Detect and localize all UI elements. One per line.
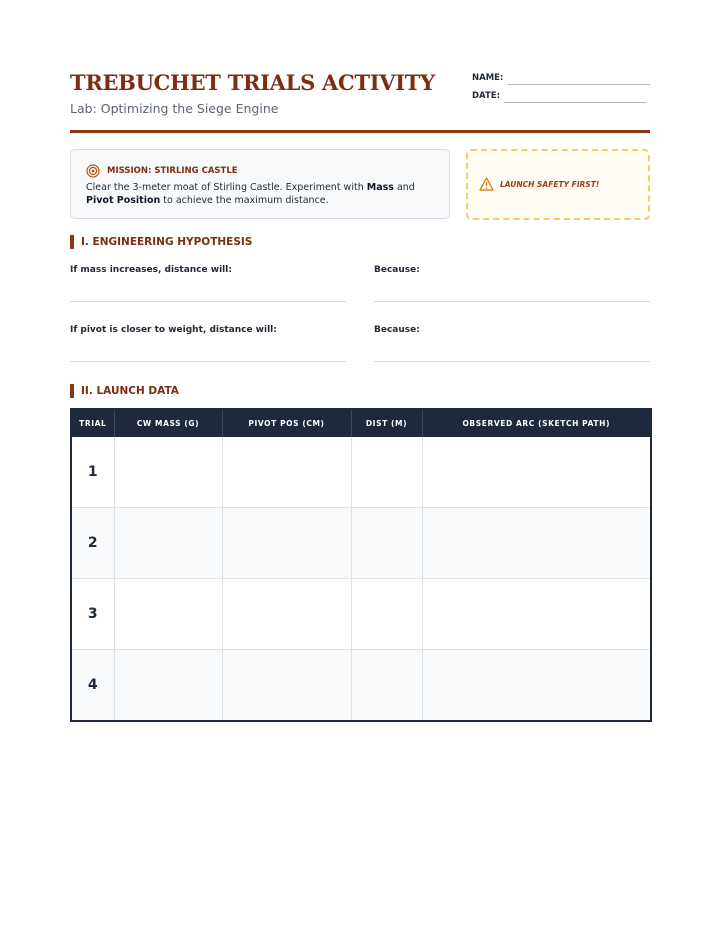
observed-arc-cell[interactable] xyxy=(422,579,651,650)
distance-cell[interactable] xyxy=(351,437,422,508)
distance-cell[interactable] xyxy=(351,579,422,650)
safety-text: LAUNCH SAFETY FIRST! xyxy=(500,180,600,189)
date-field[interactable] xyxy=(504,102,646,103)
date-label: DATE: xyxy=(472,91,500,101)
section-marker xyxy=(70,235,74,249)
table-row xyxy=(71,650,651,722)
observed-arc-cell[interactable] xyxy=(422,437,651,508)
mission-heading: MISSION: STIRLING CASTLE xyxy=(107,166,238,176)
table-row xyxy=(71,437,651,508)
distance-cell[interactable] xyxy=(351,508,422,579)
section-title: II. LAUNCH DATA xyxy=(81,385,179,397)
mission-text-part: and xyxy=(393,182,415,193)
observed-arc-cell[interactable] xyxy=(422,650,651,722)
name-label: NAME: xyxy=(472,73,504,83)
column-header-distance: DIST (M) xyxy=(351,409,422,437)
name-field[interactable] xyxy=(508,84,650,85)
column-header-cw-mass: CW MASS (G) xyxy=(114,409,222,437)
mission-description xyxy=(86,181,436,207)
question-pivot: If pivot is closer to weight, distance will: xyxy=(70,325,277,335)
pivot-pos-cell[interactable] xyxy=(222,579,351,650)
trial-number: 2 xyxy=(71,508,114,579)
answer-line-mass[interactable] xyxy=(70,301,346,302)
question-mass: If mass increases, distance will: xyxy=(70,265,232,275)
column-header-trial: TRIAL xyxy=(71,409,114,437)
warning-icon xyxy=(479,177,494,191)
pivot-pos-cell[interactable] xyxy=(222,508,351,579)
table-row xyxy=(71,579,651,650)
pivot-pos-cell[interactable] xyxy=(222,650,351,722)
header xyxy=(70,70,650,130)
observed-arc-cell[interactable] xyxy=(422,508,651,579)
answer-line-pivot[interactable] xyxy=(70,361,346,362)
distance-cell[interactable] xyxy=(351,650,422,722)
mission-keyword-pivot: Pivot Position xyxy=(86,195,161,206)
table-header-row xyxy=(71,409,651,437)
column-header-pivot-pos: PIVOT POS (CM) xyxy=(222,409,351,437)
table-row xyxy=(71,508,651,579)
launch-data-table xyxy=(70,408,652,722)
mission-text-part: to achieve the maximum distance. xyxy=(160,195,329,206)
answer-line-because[interactable] xyxy=(374,301,650,302)
trial-number: 4 xyxy=(71,650,114,722)
header-divider xyxy=(70,130,650,133)
trial-number: 1 xyxy=(71,437,114,508)
column-header-observed-arc: OBSERVED ARC (SKETCH PATH) xyxy=(422,409,651,437)
pivot-pos-cell[interactable] xyxy=(222,437,351,508)
cw-mass-cell[interactable] xyxy=(114,650,222,722)
mission-text-part: Clear the 3-meter moat of Stirling Castle. Experiment with xyxy=(86,182,367,193)
because-label: Because: xyxy=(374,265,420,275)
answer-line-because[interactable] xyxy=(374,361,650,362)
trial-number: 3 xyxy=(71,579,114,650)
page-title: TREBUCHET TRIALS ACTIVITY xyxy=(70,70,435,95)
section-title: I. ENGINEERING HYPOTHESIS xyxy=(81,236,253,248)
page-subtitle: Lab: Optimizing the Siege Engine xyxy=(70,101,279,116)
mission-keyword-mass: Mass xyxy=(366,182,394,193)
target-icon xyxy=(86,164,100,178)
because-label: Because: xyxy=(374,325,420,335)
cw-mass-cell[interactable] xyxy=(114,508,222,579)
mission-card xyxy=(70,149,450,219)
cw-mass-cell[interactable] xyxy=(114,579,222,650)
safety-callout xyxy=(466,149,650,220)
cw-mass-cell[interactable] xyxy=(114,437,222,508)
section-marker xyxy=(70,384,74,398)
